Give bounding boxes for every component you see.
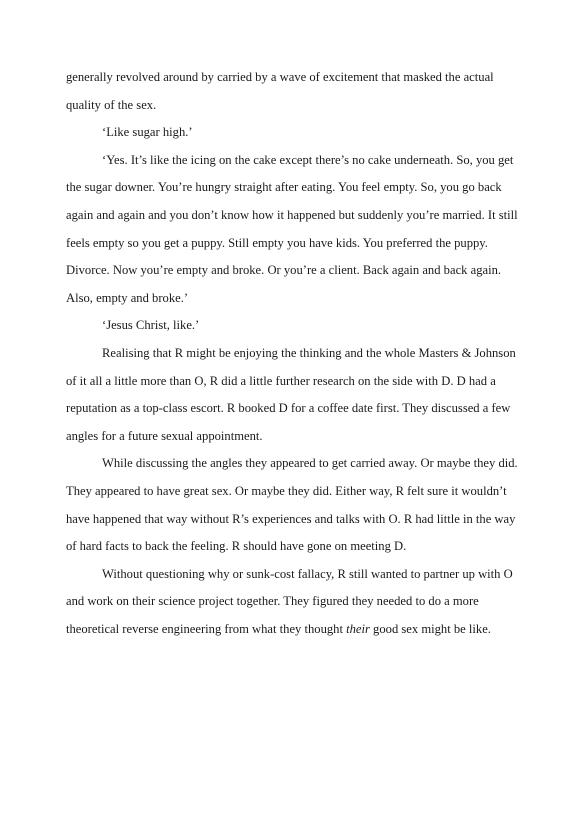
paragraph: Realising that R might be enjoying the thinking and the whole Masters & Johnson of it all a little more than O, R did a little further research on the side with D. D had a reputation as a top-class escort. R booked D for a coffee date first. They discussed a few angles for a future sexual appointment. <box>66 345 516 443</box>
paragraph <box>66 561 522 644</box>
paragraph: ‘Like sugar high.’ <box>102 125 193 140</box>
paragraph-text: good sex might be like. <box>369 621 491 636</box>
emphasis-text: their <box>346 621 370 636</box>
paragraph: generally revolved around by carried by a wave of excitement that masked the actual quality of the sex. <box>66 70 494 112</box>
paragraph: While discussing the angles they appeared to get carried away. Or maybe they did. They appeared to have great sex. Or maybe they did. Either way, R felt sure it wouldn’t have happened that way without R’s experiences and talks with O. R had little in the way of hard facts to back the feeling. R should have gone on meeting D. <box>66 456 518 554</box>
body-text <box>66 64 522 643</box>
paragraph: ‘Jesus Christ, like.’ <box>102 318 200 333</box>
paragraph-text: Without questioning why or sunk-cost fallacy, R still wanted to partner up with O and work on their science project together. They figured they needed to do a more theoretical reverse engineering from what they thought <box>66 566 513 636</box>
paragraph: ‘Yes. It’s like the icing on the cake except there’s no cake underneath. So, you get the sugar downer. You’re hungry straight after eating. You feel empty. So, you go back again and again and you don’t know how it happened but suddenly you’re married. It still feels empty so you get a puppy. Still empty you have kids. You preferred the puppy. Divorce. Now you’re empty and broke. Or you’re a client. Back again and back again. Also, empty and broke.’ <box>66 152 518 305</box>
